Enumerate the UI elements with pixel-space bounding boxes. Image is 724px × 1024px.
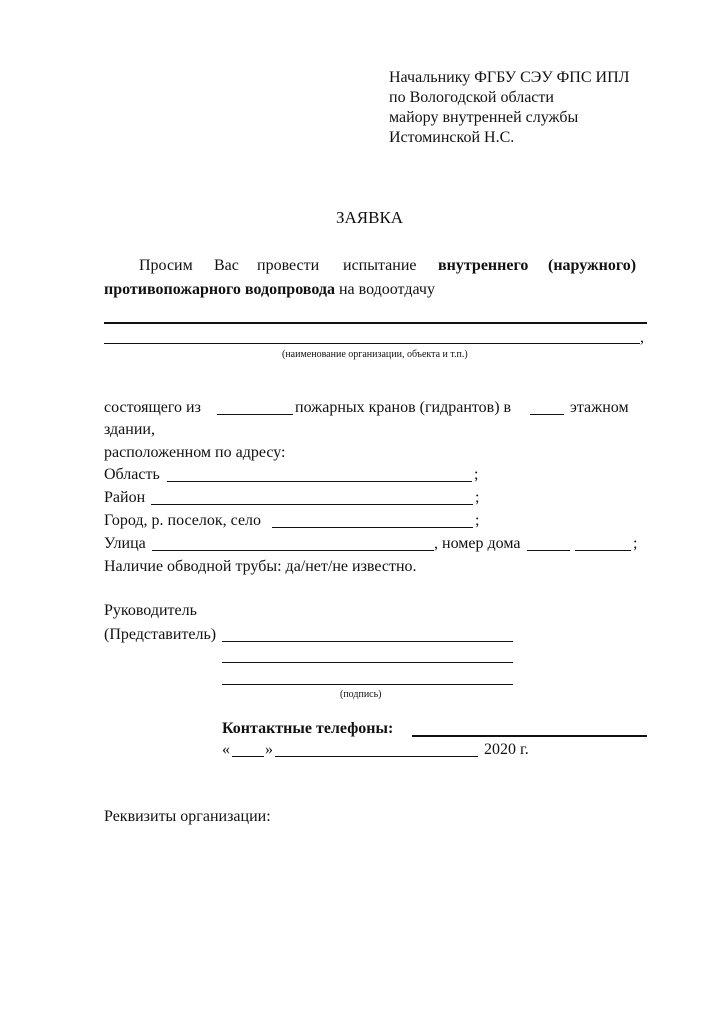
request-word-6: (наружного) — [548, 257, 637, 274]
house-label: , номер дома — [434, 535, 521, 552]
district-line — [151, 504, 473, 505]
recipient-line-2: по Вологодской области — [389, 89, 554, 106]
date-close-quote: » — [265, 741, 273, 758]
street-semicolon: ; — [633, 535, 638, 552]
request-bold-text: противопожарного водопровода — [104, 281, 335, 298]
date-open-quote: « — [222, 741, 230, 758]
street-line — [152, 550, 434, 551]
request-word-4: испытание — [343, 257, 417, 274]
consists-text-4: здании, — [104, 421, 155, 438]
consists-text-2: пожарных кранов (гидрантов) в — [295, 399, 512, 416]
bypass-text: Наличие обводной трубы: да/нет/не известно. — [104, 558, 417, 575]
district-semicolon: ; — [475, 489, 480, 506]
city-label: Город, р. поселок, село — [104, 512, 262, 529]
date-month-line — [275, 756, 478, 757]
org-comma: , — [640, 329, 644, 346]
org-thick-line — [104, 322, 647, 324]
floors-count-line — [530, 414, 564, 415]
consists-text-3: этажном — [570, 399, 629, 416]
head-label: Руководитель — [104, 602, 197, 619]
representative-line-1 — [222, 641, 513, 642]
district-label: Район — [104, 489, 146, 506]
contacts-label: Контактные телефоны: — [222, 720, 394, 737]
org-caption: (наименование организации, объекта и т.п.) — [282, 349, 468, 360]
hydrants-count-line — [217, 414, 293, 415]
recipient-line-3: майору внутренней службы — [389, 109, 579, 126]
date-year: 2020 г. — [484, 741, 529, 758]
house-building-line — [575, 550, 631, 551]
request-word-1: Просим — [139, 257, 193, 274]
signature-caption: (подпись) — [340, 689, 382, 700]
request-word-5: внутреннего — [438, 257, 529, 274]
contacts-line — [412, 735, 647, 737]
date-day-line — [232, 756, 264, 757]
region-semicolon: ; — [474, 466, 479, 483]
region-line — [167, 481, 472, 482]
document-title: ЗАЯВКА — [336, 208, 404, 227]
house-number-line — [527, 550, 570, 551]
representative-label: (Представитель) — [104, 626, 217, 643]
recipient-line-1: Начальнику ФГБУ СЭУ ФПС ИПЛ — [389, 69, 630, 86]
request-rest-text: на водоотдачу — [334, 281, 435, 298]
request-word-3: провести — [257, 257, 320, 274]
city-semicolon: ; — [475, 512, 480, 529]
region-label: Область — [104, 466, 160, 483]
org-line — [104, 343, 640, 344]
recipient-line-4: Истоминской Н.С. — [389, 129, 515, 146]
street-label: Улица — [104, 535, 146, 552]
representative-line-2 — [222, 662, 513, 663]
request-word-2: Вас — [214, 257, 239, 274]
representative-line-3 — [222, 684, 513, 685]
located-text: расположенном по адресу: — [104, 444, 286, 461]
consists-text-1: состоящего из — [104, 399, 201, 416]
requisites-label: Реквизиты организации: — [104, 808, 271, 825]
request-line-2 — [104, 280, 435, 300]
city-line — [272, 527, 473, 528]
recipient-block — [389, 68, 630, 148]
